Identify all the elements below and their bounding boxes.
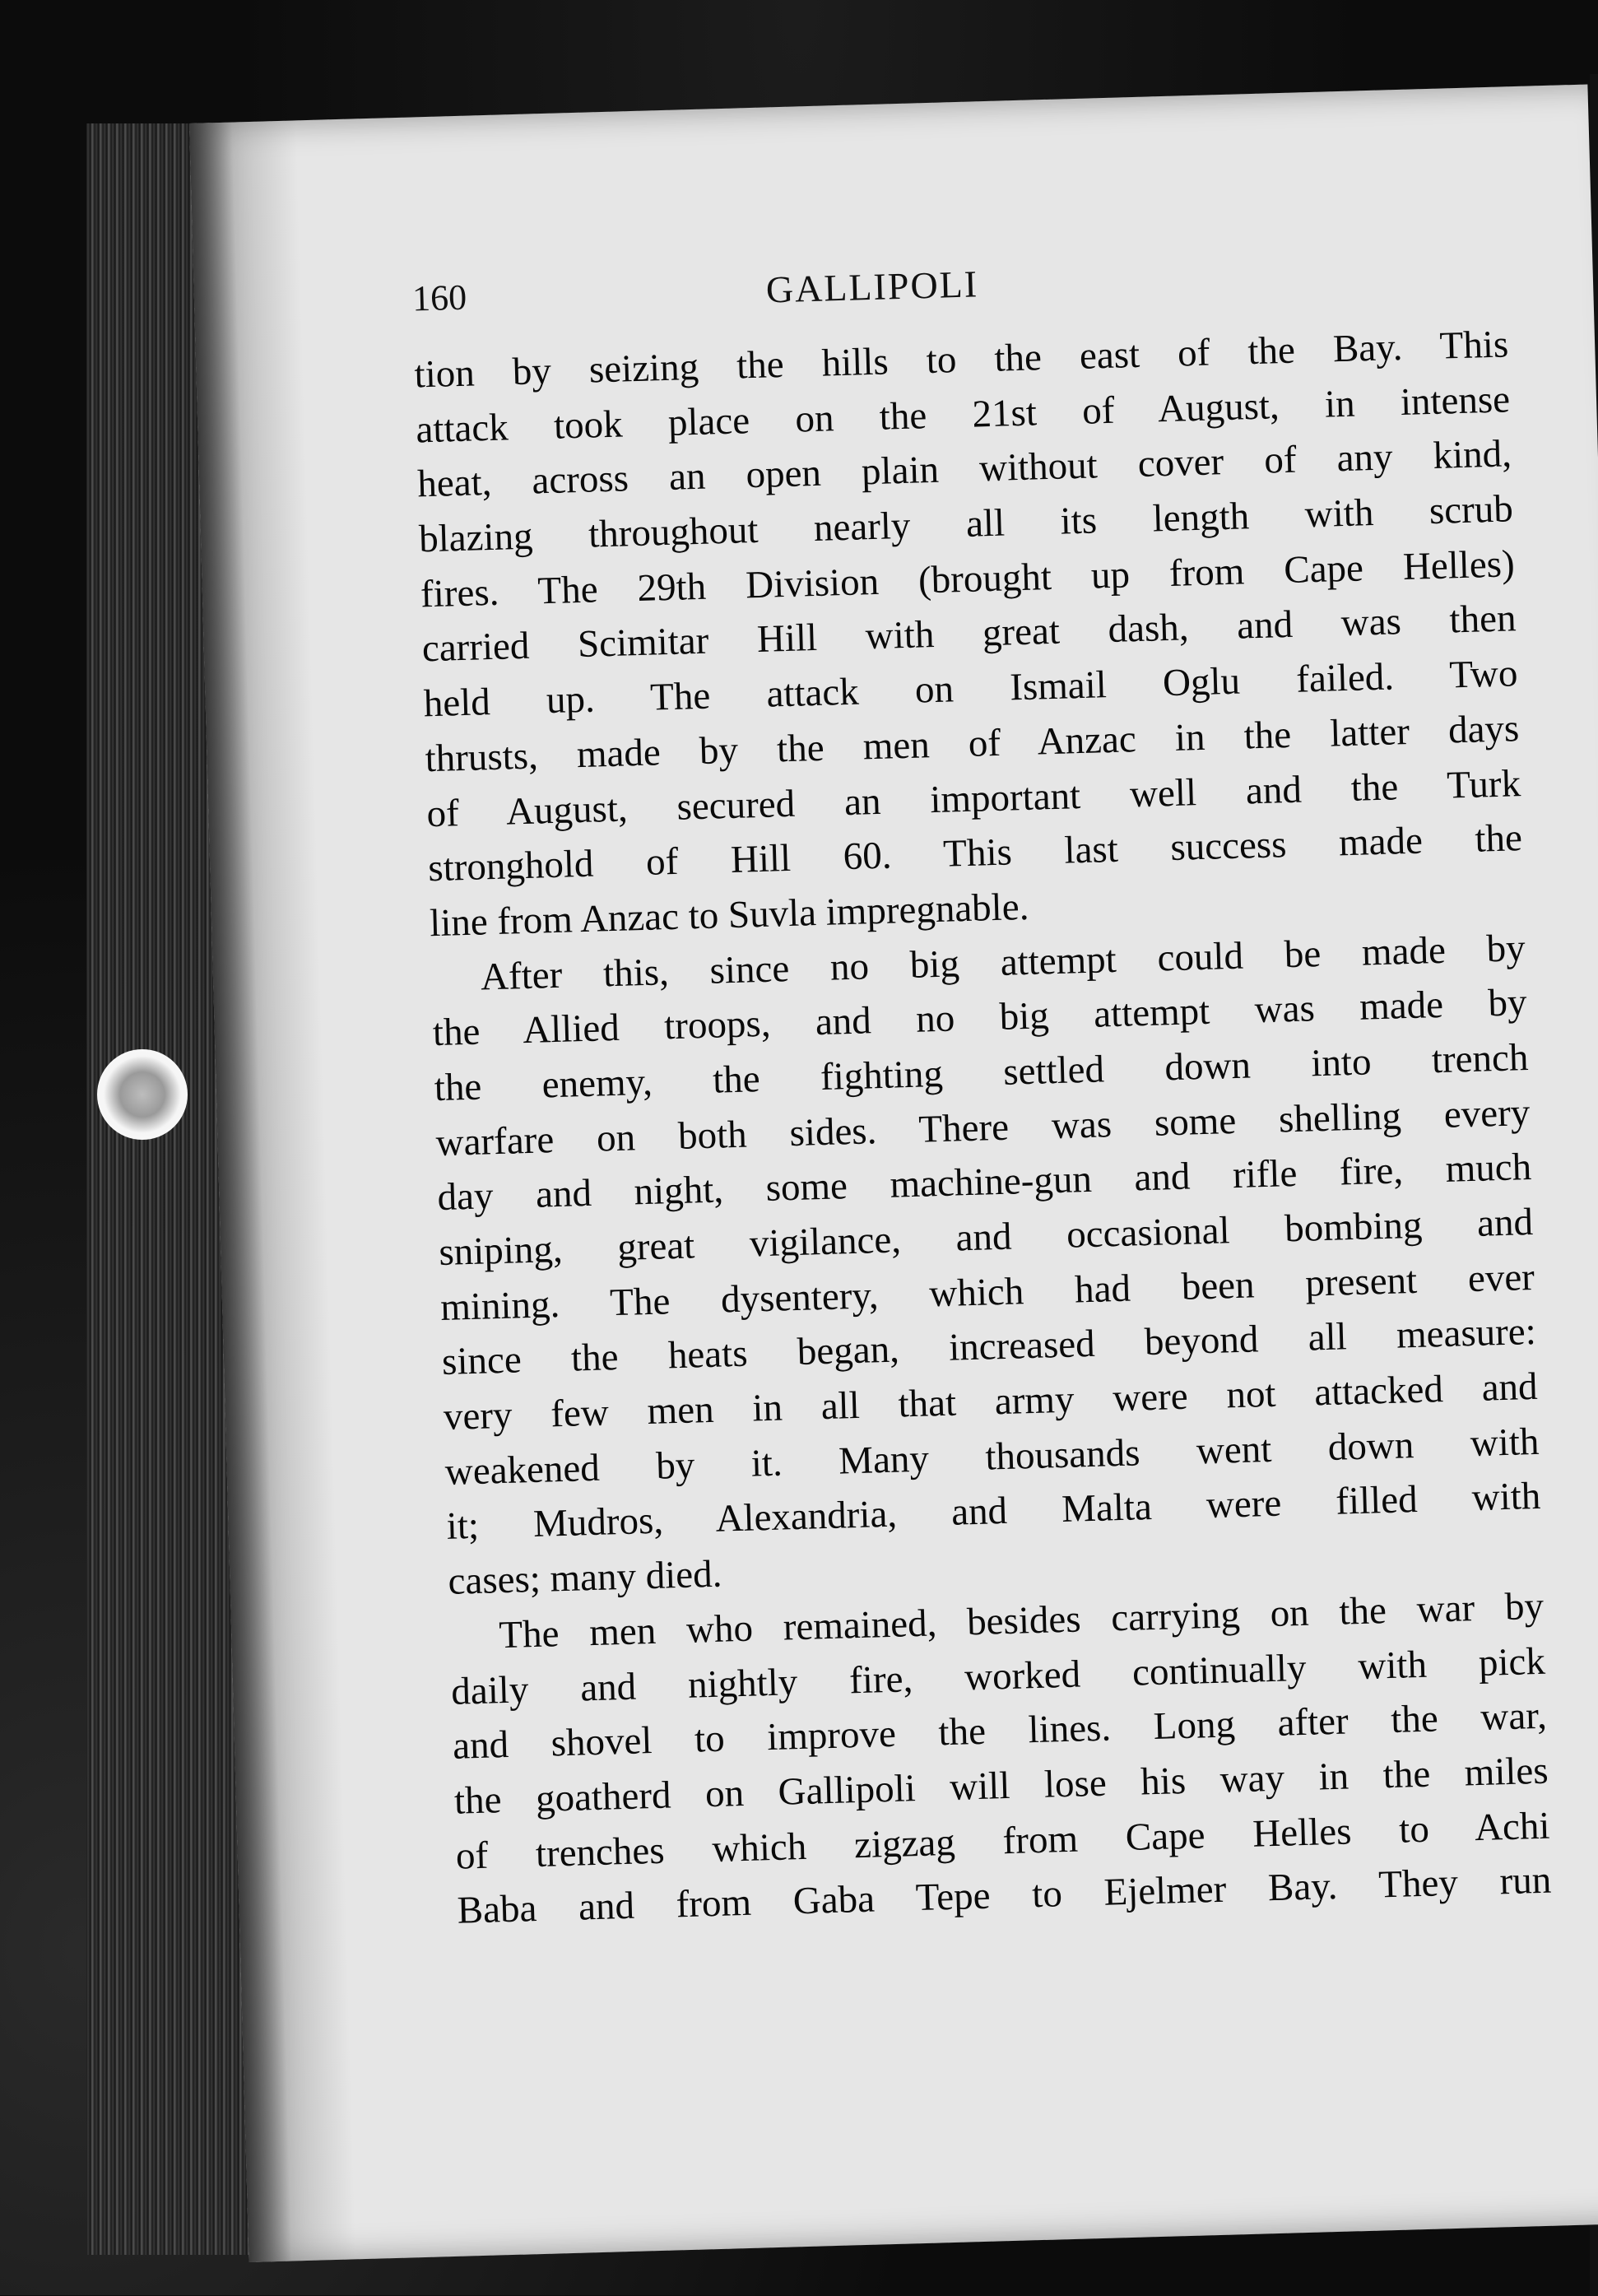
text-line: blazing throughout nearly all its length with scrub [418,487,1514,561]
text-line: cases; many died. [447,1552,723,1604]
text-line: The men who remained, besides carrying on the war by [498,1584,1545,1657]
text-line: the enemy, the fighting settled down into trench [434,1035,1530,1110]
text-line: daily and nightly fire, worked continually with pick [450,1639,1546,1713]
text-line: thrusts, made by the men of Anzac in the latter days [424,706,1520,781]
text-line: Baba and from Gaba Tepe to Ejelmer Bay. They run [457,1858,1552,1932]
text-line: and shovel to improve the lines. Long after the war, [452,1694,1548,1768]
page-number: 160 [411,277,467,319]
text-line: attack took place on the 21st of August, in intense [415,378,1511,452]
text-line: heat, across an open plain without cover of any kind, [416,432,1512,506]
text-line: the goatherd on Gallipoli will lose his way in the miles [453,1749,1549,1823]
text-line: tion by seizing the hills to the east of the Bay. This [413,323,1509,397]
text-line: day and night, some machine-gun and rifle fire, much [436,1146,1532,1220]
text-line: since the heats began, increased beyond all measure: [441,1310,1537,1384]
text-line: carried Scimitar Hill with great dash, and was then [421,597,1517,671]
text-line: sniping, great vigilance, and occasional bombing and [438,1200,1534,1275]
text-line: held up. The attack on Ismail Oglu failed. Two [423,652,1519,726]
text-line: mining. The dysentery, which had been present ever [439,1255,1535,1329]
text-line: After this, since no big attempt could be made by [480,926,1526,999]
text-line: warfare on both sides. There was some shelling every [434,1090,1531,1164]
text-line: the Allied troops, and no big attempt was made by [432,981,1528,1055]
text-line: stronghold of Hill 60. This last success made the [427,816,1523,890]
running-title: GALLIPOLI [765,263,979,311]
body-text [414,317,1552,1938]
book-page [189,85,1598,2262]
text-line: weakened by it. Many thousands went down with [444,1420,1540,1494]
text-line: of August, secured an important well and the Turk [425,761,1521,835]
text-line: fires. The 29th Division (brought up from Cape Helles) [420,541,1516,616]
text-line: line from Anzac to Suvla impregnable. [429,885,1029,946]
paper-blot [97,1049,188,1140]
text-line: it; Mudros, Alexandria, and Malta were filled with [446,1475,1541,1549]
text-line: of trenches which zigzag from Cape Helles to Achi [455,1804,1551,1878]
text-line: very few men in all that army were not attacked and [443,1364,1539,1439]
